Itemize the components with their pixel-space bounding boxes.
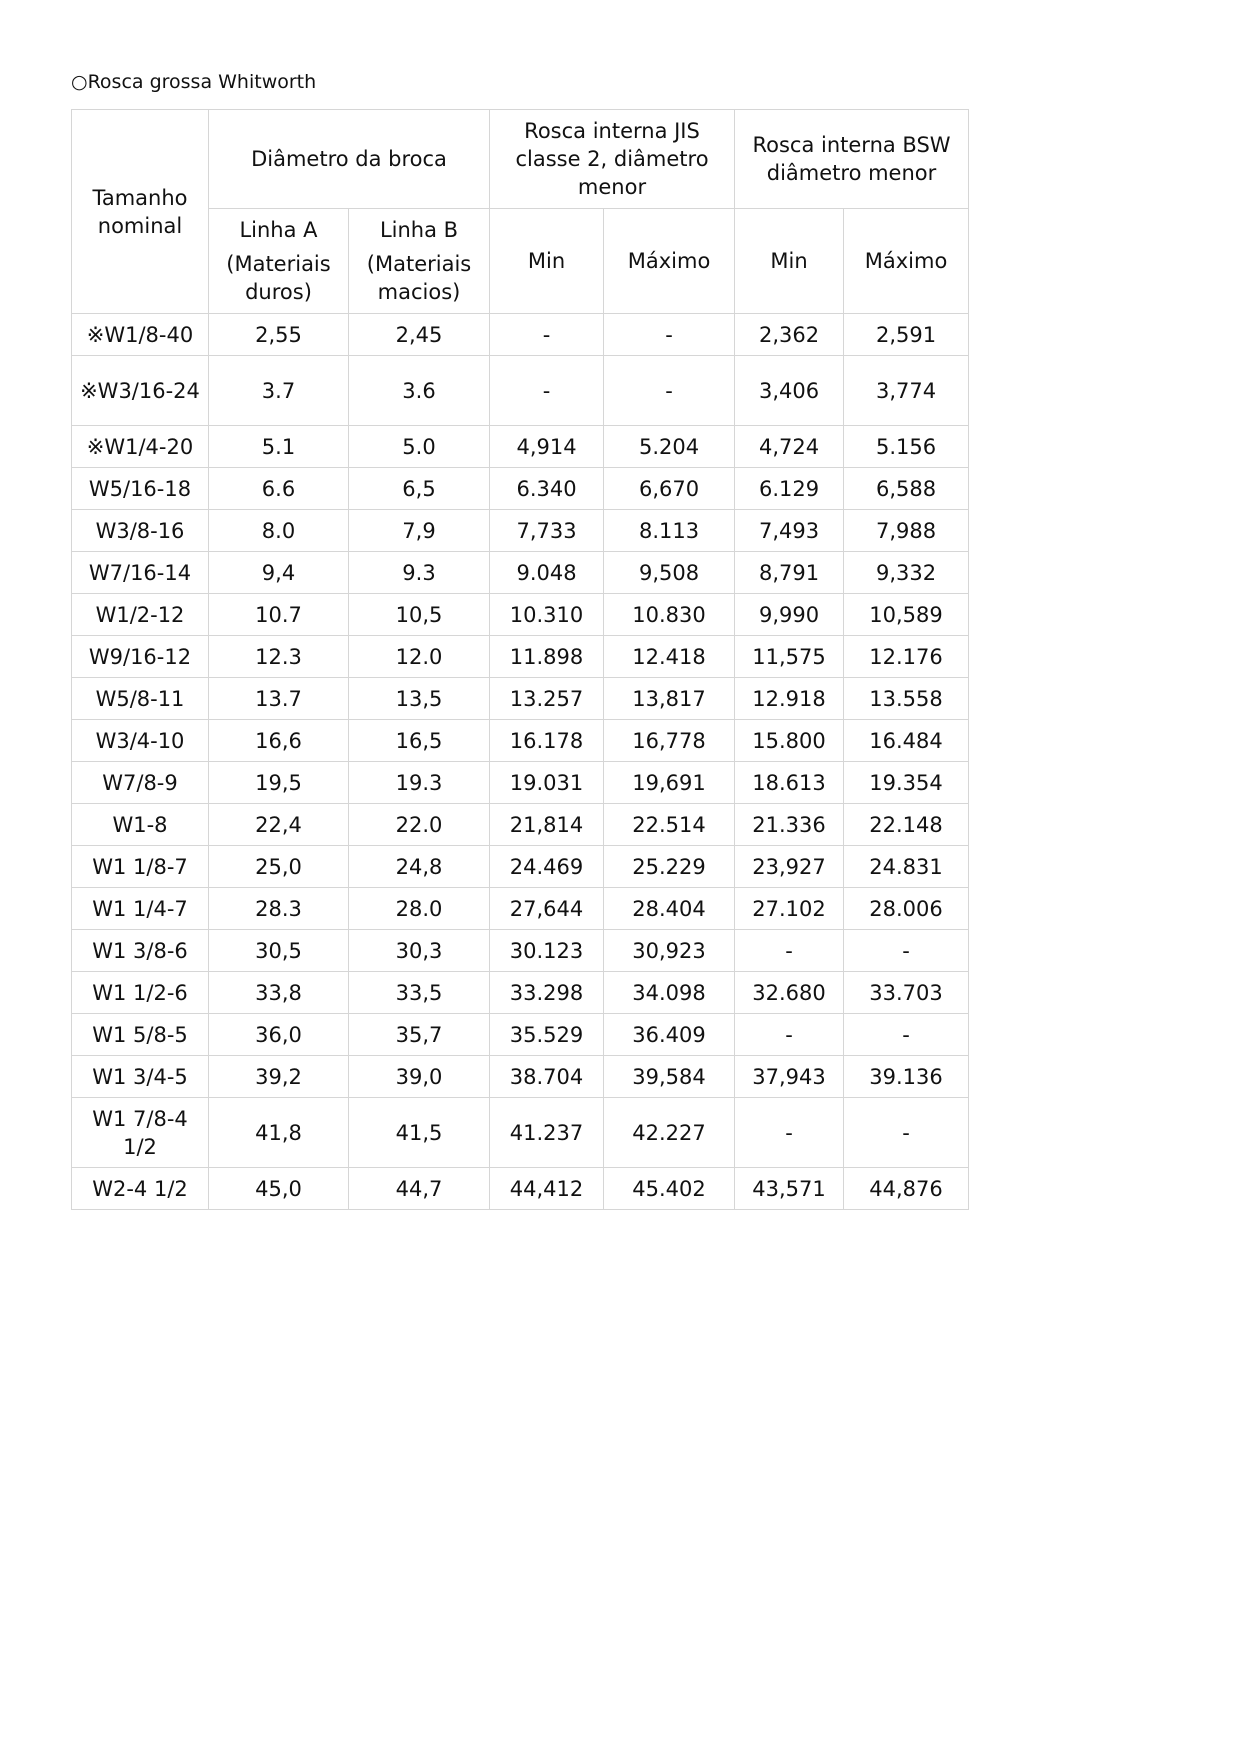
cell-nominal-size: ※W1/4-20 — [72, 426, 209, 468]
cell-jis-min: 35.529 — [490, 1014, 604, 1056]
cell-bsw-min: 15.800 — [735, 720, 844, 762]
cell-jis-min: 24.469 — [490, 846, 604, 888]
cell-jis-min: 13.257 — [490, 678, 604, 720]
cell-line-b: 7,9 — [349, 510, 490, 552]
table-row — [72, 1014, 969, 1056]
cell-line-a: 28.3 — [209, 888, 349, 930]
cell-bsw-min: 6.129 — [735, 468, 844, 510]
table-row — [72, 1168, 969, 1210]
cell-bsw-max: 13.558 — [844, 678, 969, 720]
cell-bsw-max: 6,588 — [844, 468, 969, 510]
cell-line-a: 22,4 — [209, 804, 349, 846]
header-line-b — [349, 209, 490, 314]
cell-bsw-min: 3,406 — [735, 356, 844, 426]
cell-jis-min: 41.237 — [490, 1098, 604, 1168]
table-row — [72, 314, 969, 356]
cell-nominal-size: W1 1/8-7 — [72, 846, 209, 888]
cell-jis-min: 16.178 — [490, 720, 604, 762]
cell-line-b: 10,5 — [349, 594, 490, 636]
cell-nominal-size: W1 1/2-6 — [72, 972, 209, 1014]
cell-jis-max: 39,584 — [604, 1056, 735, 1098]
cell-jis-max: 12.418 — [604, 636, 735, 678]
table-row — [72, 1056, 969, 1098]
cell-jis-max: 13,817 — [604, 678, 735, 720]
cell-line-b: 33,5 — [349, 972, 490, 1014]
cell-nominal-size: W5/8-11 — [72, 678, 209, 720]
header-jis-minor-diameter: Rosca interna JIS classe 2, diâmetro menor — [490, 110, 735, 209]
cell-jis-max: 30,923 — [604, 930, 735, 972]
header-nominal-size: Tamanho nominal — [72, 110, 209, 314]
table-row — [72, 594, 969, 636]
cell-bsw-max: 5.156 — [844, 426, 969, 468]
cell-line-a: 41,8 — [209, 1098, 349, 1168]
cell-nominal-size: W1-8 — [72, 804, 209, 846]
cell-bsw-max: 44,876 — [844, 1168, 969, 1210]
cell-jis-max: 45.402 — [604, 1168, 735, 1210]
header-row-1 — [72, 110, 969, 209]
cell-jis-min: 4,914 — [490, 426, 604, 468]
cell-line-b: 30,3 — [349, 930, 490, 972]
cell-line-a: 6.6 — [209, 468, 349, 510]
cell-bsw-max: 2,591 — [844, 314, 969, 356]
header-line-a — [209, 209, 349, 314]
cell-line-a: 36,0 — [209, 1014, 349, 1056]
header-bsw-min: Min — [735, 209, 844, 314]
cell-jis-min: 27,644 — [490, 888, 604, 930]
cell-jis-max: 5.204 — [604, 426, 735, 468]
cell-nominal-size: ※W1/8-40 — [72, 314, 209, 356]
cell-line-a: 33,8 — [209, 972, 349, 1014]
cell-jis-max: 16,778 — [604, 720, 735, 762]
table-row — [72, 426, 969, 468]
cell-jis-max: - — [604, 356, 735, 426]
cell-bsw-max: - — [844, 1098, 969, 1168]
cell-bsw-min: 21.336 — [735, 804, 844, 846]
cell-bsw-max: 28.006 — [844, 888, 969, 930]
cell-line-b: 24,8 — [349, 846, 490, 888]
table-row — [72, 846, 969, 888]
header-bsw-max: Máximo — [844, 209, 969, 314]
cell-bsw-min: 11,575 — [735, 636, 844, 678]
table-row — [72, 678, 969, 720]
cell-line-b: 35,7 — [349, 1014, 490, 1056]
cell-jis-min: 33.298 — [490, 972, 604, 1014]
cell-bsw-max: 22.148 — [844, 804, 969, 846]
cell-bsw-min: - — [735, 1014, 844, 1056]
cell-line-b: 39,0 — [349, 1056, 490, 1098]
thread-table — [71, 109, 969, 1210]
cell-line-a: 8.0 — [209, 510, 349, 552]
cell-bsw-max: 3,774 — [844, 356, 969, 426]
table-row — [72, 636, 969, 678]
cell-jis-max: 6,670 — [604, 468, 735, 510]
cell-nominal-size: W7/8-9 — [72, 762, 209, 804]
cell-bsw-max: - — [844, 930, 969, 972]
table-row — [72, 468, 969, 510]
table-row — [72, 1098, 969, 1168]
cell-line-a: 9,4 — [209, 552, 349, 594]
cell-jis-min: 9.048 — [490, 552, 604, 594]
cell-bsw-min: - — [735, 1098, 844, 1168]
cell-bsw-min: 23,927 — [735, 846, 844, 888]
cell-bsw-min: 32.680 — [735, 972, 844, 1014]
cell-bsw-min: 27.102 — [735, 888, 844, 930]
table-row — [72, 888, 969, 930]
cell-jis-max: 8.113 — [604, 510, 735, 552]
table-row — [72, 720, 969, 762]
cell-line-a: 30,5 — [209, 930, 349, 972]
cell-bsw-max: 9,332 — [844, 552, 969, 594]
cell-line-b: 9.3 — [349, 552, 490, 594]
cell-bsw-min: 18.613 — [735, 762, 844, 804]
cell-line-a: 12.3 — [209, 636, 349, 678]
cell-line-b: 28.0 — [349, 888, 490, 930]
cell-nominal-size: W9/16-12 — [72, 636, 209, 678]
cell-bsw-min: 12.918 — [735, 678, 844, 720]
cell-nominal-size: W3/8-16 — [72, 510, 209, 552]
cell-bsw-min: - — [735, 930, 844, 972]
cell-bsw-min: 8,791 — [735, 552, 844, 594]
cell-jis-max: 36.409 — [604, 1014, 735, 1056]
cell-line-a: 3.7 — [209, 356, 349, 426]
cell-jis-max: 10.830 — [604, 594, 735, 636]
cell-jis-min: - — [490, 356, 604, 426]
cell-nominal-size: W1 7/8-4 1/2 — [72, 1098, 209, 1168]
cell-jis-min: 11.898 — [490, 636, 604, 678]
cell-jis-max: 34.098 — [604, 972, 735, 1014]
cell-line-b: 13,5 — [349, 678, 490, 720]
cell-bsw-max: 39.136 — [844, 1056, 969, 1098]
cell-jis-min: 21,814 — [490, 804, 604, 846]
cell-nominal-size: W1 5/8-5 — [72, 1014, 209, 1056]
cell-line-b: 2,45 — [349, 314, 490, 356]
cell-jis-min: 7,733 — [490, 510, 604, 552]
line-b-note: (Materiais macios) — [366, 252, 472, 304]
cell-jis-max: - — [604, 314, 735, 356]
page-title: ○Rosca grossa Whitworth — [71, 71, 317, 93]
table-row — [72, 930, 969, 972]
table-body — [72, 314, 969, 1210]
cell-line-b: 22.0 — [349, 804, 490, 846]
cell-nominal-size: ※W3/16-24 — [72, 356, 209, 426]
cell-line-a: 45,0 — [209, 1168, 349, 1210]
cell-jis-max: 9,508 — [604, 552, 735, 594]
cell-line-b: 3.6 — [349, 356, 490, 426]
cell-nominal-size: W2-4 1/2 — [72, 1168, 209, 1210]
table-row — [72, 510, 969, 552]
cell-line-b: 12.0 — [349, 636, 490, 678]
cell-jis-max: 42.227 — [604, 1098, 735, 1168]
header-jis-max: Máximo — [604, 209, 735, 314]
cell-line-b: 16,5 — [349, 720, 490, 762]
cell-bsw-max: 10,589 — [844, 594, 969, 636]
cell-line-a: 13.7 — [209, 678, 349, 720]
cell-jis-max: 22.514 — [604, 804, 735, 846]
cell-line-b: 19.3 — [349, 762, 490, 804]
cell-jis-max: 28.404 — [604, 888, 735, 930]
line-b-label: Linha B — [379, 218, 459, 242]
cell-line-b: 6,5 — [349, 468, 490, 510]
table-row — [72, 356, 969, 426]
cell-nominal-size: W7/16-14 — [72, 552, 209, 594]
cell-bsw-max: 16.484 — [844, 720, 969, 762]
cell-jis-min: - — [490, 314, 604, 356]
cell-line-b: 5.0 — [349, 426, 490, 468]
cell-jis-min: 6.340 — [490, 468, 604, 510]
cell-bsw-max: 24.831 — [844, 846, 969, 888]
cell-line-a: 25,0 — [209, 846, 349, 888]
cell-jis-max: 19,691 — [604, 762, 735, 804]
header-drill-diameter: Diâmetro da broca — [209, 110, 490, 209]
line-a-note: (Materiais duros) — [226, 252, 331, 304]
cell-bsw-max: 33.703 — [844, 972, 969, 1014]
cell-bsw-min: 37,943 — [735, 1056, 844, 1098]
cell-line-b: 44,7 — [349, 1168, 490, 1210]
cell-jis-min: 38.704 — [490, 1056, 604, 1098]
cell-line-a: 16,6 — [209, 720, 349, 762]
cell-bsw-max: 7,988 — [844, 510, 969, 552]
header-bsw-minor-diameter: Rosca interna BSW diâmetro menor — [735, 110, 969, 209]
cell-jis-min: 10.310 — [490, 594, 604, 636]
cell-bsw-min: 43,571 — [735, 1168, 844, 1210]
cell-nominal-size: W1 3/8-6 — [72, 930, 209, 972]
cell-bsw-max: 19.354 — [844, 762, 969, 804]
cell-bsw-min: 4,724 — [735, 426, 844, 468]
cell-line-a: 5.1 — [209, 426, 349, 468]
cell-line-a: 19,5 — [209, 762, 349, 804]
cell-line-a: 2,55 — [209, 314, 349, 356]
cell-bsw-max: 12.176 — [844, 636, 969, 678]
cell-bsw-max: - — [844, 1014, 969, 1056]
cell-jis-min: 30.123 — [490, 930, 604, 972]
cell-line-a: 10.7 — [209, 594, 349, 636]
cell-line-b: 41,5 — [349, 1098, 490, 1168]
cell-nominal-size: W5/16-18 — [72, 468, 209, 510]
line-a-label: Linha A — [239, 218, 318, 242]
cell-bsw-min: 9,990 — [735, 594, 844, 636]
cell-jis-min: 19.031 — [490, 762, 604, 804]
cell-jis-min: 44,412 — [490, 1168, 604, 1210]
cell-nominal-size: W3/4-10 — [72, 720, 209, 762]
header-jis-min: Min — [490, 209, 604, 314]
table-row — [72, 762, 969, 804]
table-row — [72, 552, 969, 594]
cell-nominal-size: W1 1/4-7 — [72, 888, 209, 930]
table-row — [72, 804, 969, 846]
cell-bsw-min: 2,362 — [735, 314, 844, 356]
cell-line-a: 39,2 — [209, 1056, 349, 1098]
cell-bsw-min: 7,493 — [735, 510, 844, 552]
cell-nominal-size: W1 3/4-5 — [72, 1056, 209, 1098]
cell-nominal-size: W1/2-12 — [72, 594, 209, 636]
table-row — [72, 972, 969, 1014]
cell-jis-max: 25.229 — [604, 846, 735, 888]
